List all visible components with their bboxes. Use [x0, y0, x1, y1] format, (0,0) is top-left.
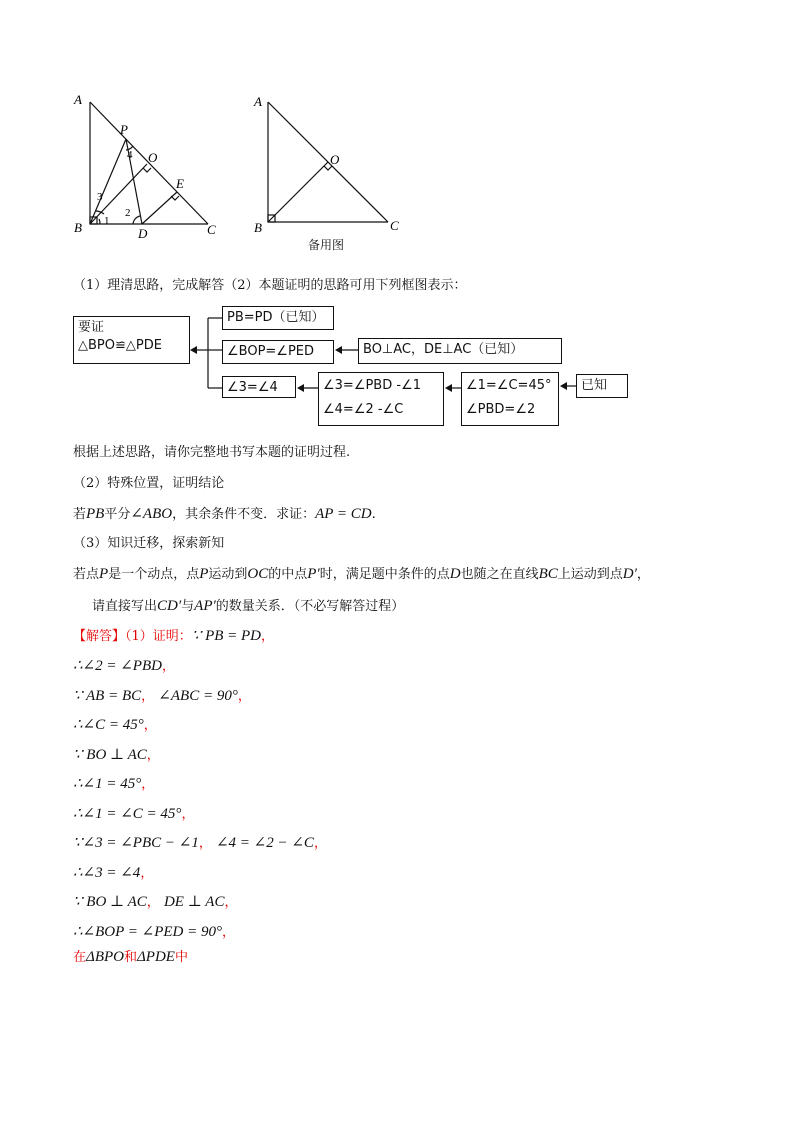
answer-step-line — [73, 923, 235, 942]
last-b: 和 — [123, 950, 137, 965]
answer-step-punct: ， — [146, 895, 160, 910]
p5-c: 运动到 — [208, 567, 248, 582]
flow-goal-body: △BPO≌△PDE — [78, 338, 162, 353]
answer-step-line — [73, 687, 251, 706]
answer-step-math: ∵ AB = BC — [73, 688, 142, 704]
para-6 — [92, 597, 404, 616]
flowchart-arrows — [180, 300, 640, 440]
figure-2-triangle — [248, 88, 418, 258]
p3-text-b: 平分 — [104, 507, 131, 522]
answer-step-punct: ， — [221, 925, 235, 940]
answer-step-math: ∵ BO ⊥ AC — [73, 894, 147, 910]
fig2-label-C: C — [390, 218, 399, 233]
answer-step-line — [73, 716, 157, 735]
flow-goal-title: 要证 — [78, 320, 105, 335]
p3-text-a: 若 — [73, 507, 87, 522]
answer-step-punct: ， — [224, 895, 238, 910]
answer-step-line — [73, 775, 154, 794]
p3-math-abo: ∠ABO — [130, 506, 173, 522]
p5-f: 也随之在直线 — [460, 567, 539, 582]
answer-step-punct: ， — [146, 748, 160, 763]
answer-step-math: ∴∠BOP = ∠PED = 90° — [73, 924, 222, 940]
flow-pb-pd-box: PB=PD（已知） — [222, 306, 334, 330]
para-4: （3）知识迁移，探索新知 — [73, 536, 225, 551]
p6-m1: CD′ — [157, 598, 182, 614]
flow-right-line2: ∠PBD=∠2 — [466, 402, 536, 417]
answer-step-math: ∴∠3 = ∠4 — [73, 865, 141, 881]
p5-m6: BC — [538, 566, 558, 582]
flow-mid-line1: ∠3=∠PBD -∠1 — [323, 378, 421, 393]
fig1-label-C: C — [207, 222, 216, 237]
answer-step-math: ∴∠2 = ∠PBD — [73, 658, 162, 674]
fig1-label-O: O — [148, 150, 158, 165]
answer-step-punct: ， — [181, 807, 195, 822]
p5-m3: OC — [247, 566, 269, 582]
answer-step-punct: ， — [143, 718, 157, 733]
answer-step-punct: ， — [141, 689, 155, 704]
p5-b: 是一个动点，点 — [108, 567, 200, 582]
last-m1: ΔBPO — [86, 949, 124, 965]
fig2-label-B: B — [254, 220, 262, 235]
para-3 — [73, 505, 376, 524]
flow-a3-a4-box: ∠3=∠4 — [222, 376, 296, 398]
answer-step-punct: ， — [313, 836, 327, 851]
answer-step-line — [73, 746, 160, 765]
figure-1-triangle — [60, 88, 230, 238]
last-a: 在 — [73, 950, 87, 965]
answer-first-math: ∵ PB = PD — [191, 628, 262, 644]
p3-math-pb: PB — [86, 506, 105, 522]
last-m2: ΔPDE — [137, 949, 175, 965]
fig1-label-B: B — [74, 220, 82, 235]
flow-known-box: 已知 — [576, 374, 628, 398]
p5-m7: D′ — [622, 566, 637, 582]
answer-step-punct: ， — [141, 777, 155, 792]
fig1-label-P: P — [120, 122, 128, 137]
answer-step-punct: ， — [198, 836, 212, 851]
fig1-label-E: E — [176, 176, 184, 191]
p3-math-ap-cd: AP = CD — [315, 506, 372, 522]
p5-m1: P — [99, 566, 109, 582]
flow-right-line1: ∠1=∠C=45° — [466, 378, 552, 393]
answer-step-math: ∴∠C = 45° — [73, 717, 144, 733]
fig1-angle-4: 4 — [127, 149, 133, 161]
p6-a: 请直接写出 — [92, 599, 158, 614]
answer-step-math: ∠ABC = 90° — [158, 688, 238, 704]
p6-m2: AP′ — [194, 598, 216, 614]
answer-step-math: DE ⊥ AC — [163, 894, 225, 910]
intro-text: （1）理清思路，完成解答（2）本题证明的思路可用下列框图表示： — [73, 278, 467, 293]
p3-text-c: ，其余条件不变．求证： — [172, 507, 316, 522]
answer-step-line — [73, 834, 327, 853]
fig2-label-O: O — [330, 152, 340, 167]
p5-d: 的中点 — [268, 567, 308, 582]
answer-header: 【解答】（1）证明：∵ PB = PD， — [73, 628, 275, 644]
fig2-label-A: A — [254, 94, 262, 109]
p5-g: 上运动到点 — [557, 567, 623, 582]
fig2-caption: 备用图 — [308, 238, 345, 252]
para-1: 根据上述思路，请你完整地书写本题的证明过程. — [73, 445, 351, 460]
flow-angle-eq-box: ∠BOP=∠PED — [222, 340, 334, 364]
p5-e: 时，满足题中条件的点 — [319, 567, 450, 582]
para-5 — [73, 565, 650, 584]
p5-m5: D — [449, 566, 461, 582]
flow-goal-box — [73, 316, 190, 364]
fig1-label-A: A — [74, 92, 82, 107]
answer-step-math: ∵∠3 = ∠PBC − ∠1 — [73, 835, 199, 851]
answer-step-punct: ， — [237, 689, 251, 704]
answer-step-line — [73, 893, 237, 912]
fig1-label-D: D — [138, 226, 148, 238]
answer-step-line — [73, 805, 194, 824]
flow-perp-box: BO⊥AC，DE⊥AC（已知） — [358, 338, 562, 364]
p5-h: ， — [636, 567, 650, 582]
fig1-angle-1: 1 — [104, 215, 110, 227]
p6-b: 与 — [181, 599, 195, 614]
answer-last-line — [73, 948, 188, 967]
p5-a: 若点 — [73, 567, 100, 582]
answer-step-math: ∠4 = ∠2 − ∠C — [215, 835, 314, 851]
answer-label: 【解答】（1）证明： — [73, 629, 192, 644]
p5-m4: P′ — [307, 566, 320, 582]
fig1-angle-2: 2 — [125, 207, 131, 219]
answer-step-line — [73, 864, 153, 883]
answer-step-math: ∵ BO ⊥ AC — [73, 747, 147, 763]
answer-step-punct: ， — [140, 866, 154, 881]
answer-step-line — [73, 657, 175, 676]
answer-step-math: ∴∠1 = ∠C = 45° — [73, 806, 182, 822]
p3-text-d: . — [371, 507, 376, 522]
answer-step-math: ∴∠1 = 45° — [73, 776, 142, 792]
para-2: （2）特殊位置，证明结论 — [73, 476, 225, 491]
flow-mid-line2: ∠4=∠2 -∠C — [323, 402, 404, 417]
p6-c: 的数量关系．（不必写解答过程） — [215, 599, 405, 614]
last-c: 中 — [174, 950, 188, 965]
p5-m2: P — [199, 566, 209, 582]
answer-step-punct: ， — [161, 659, 175, 674]
fig1-angle-3: 3 — [97, 191, 103, 203]
